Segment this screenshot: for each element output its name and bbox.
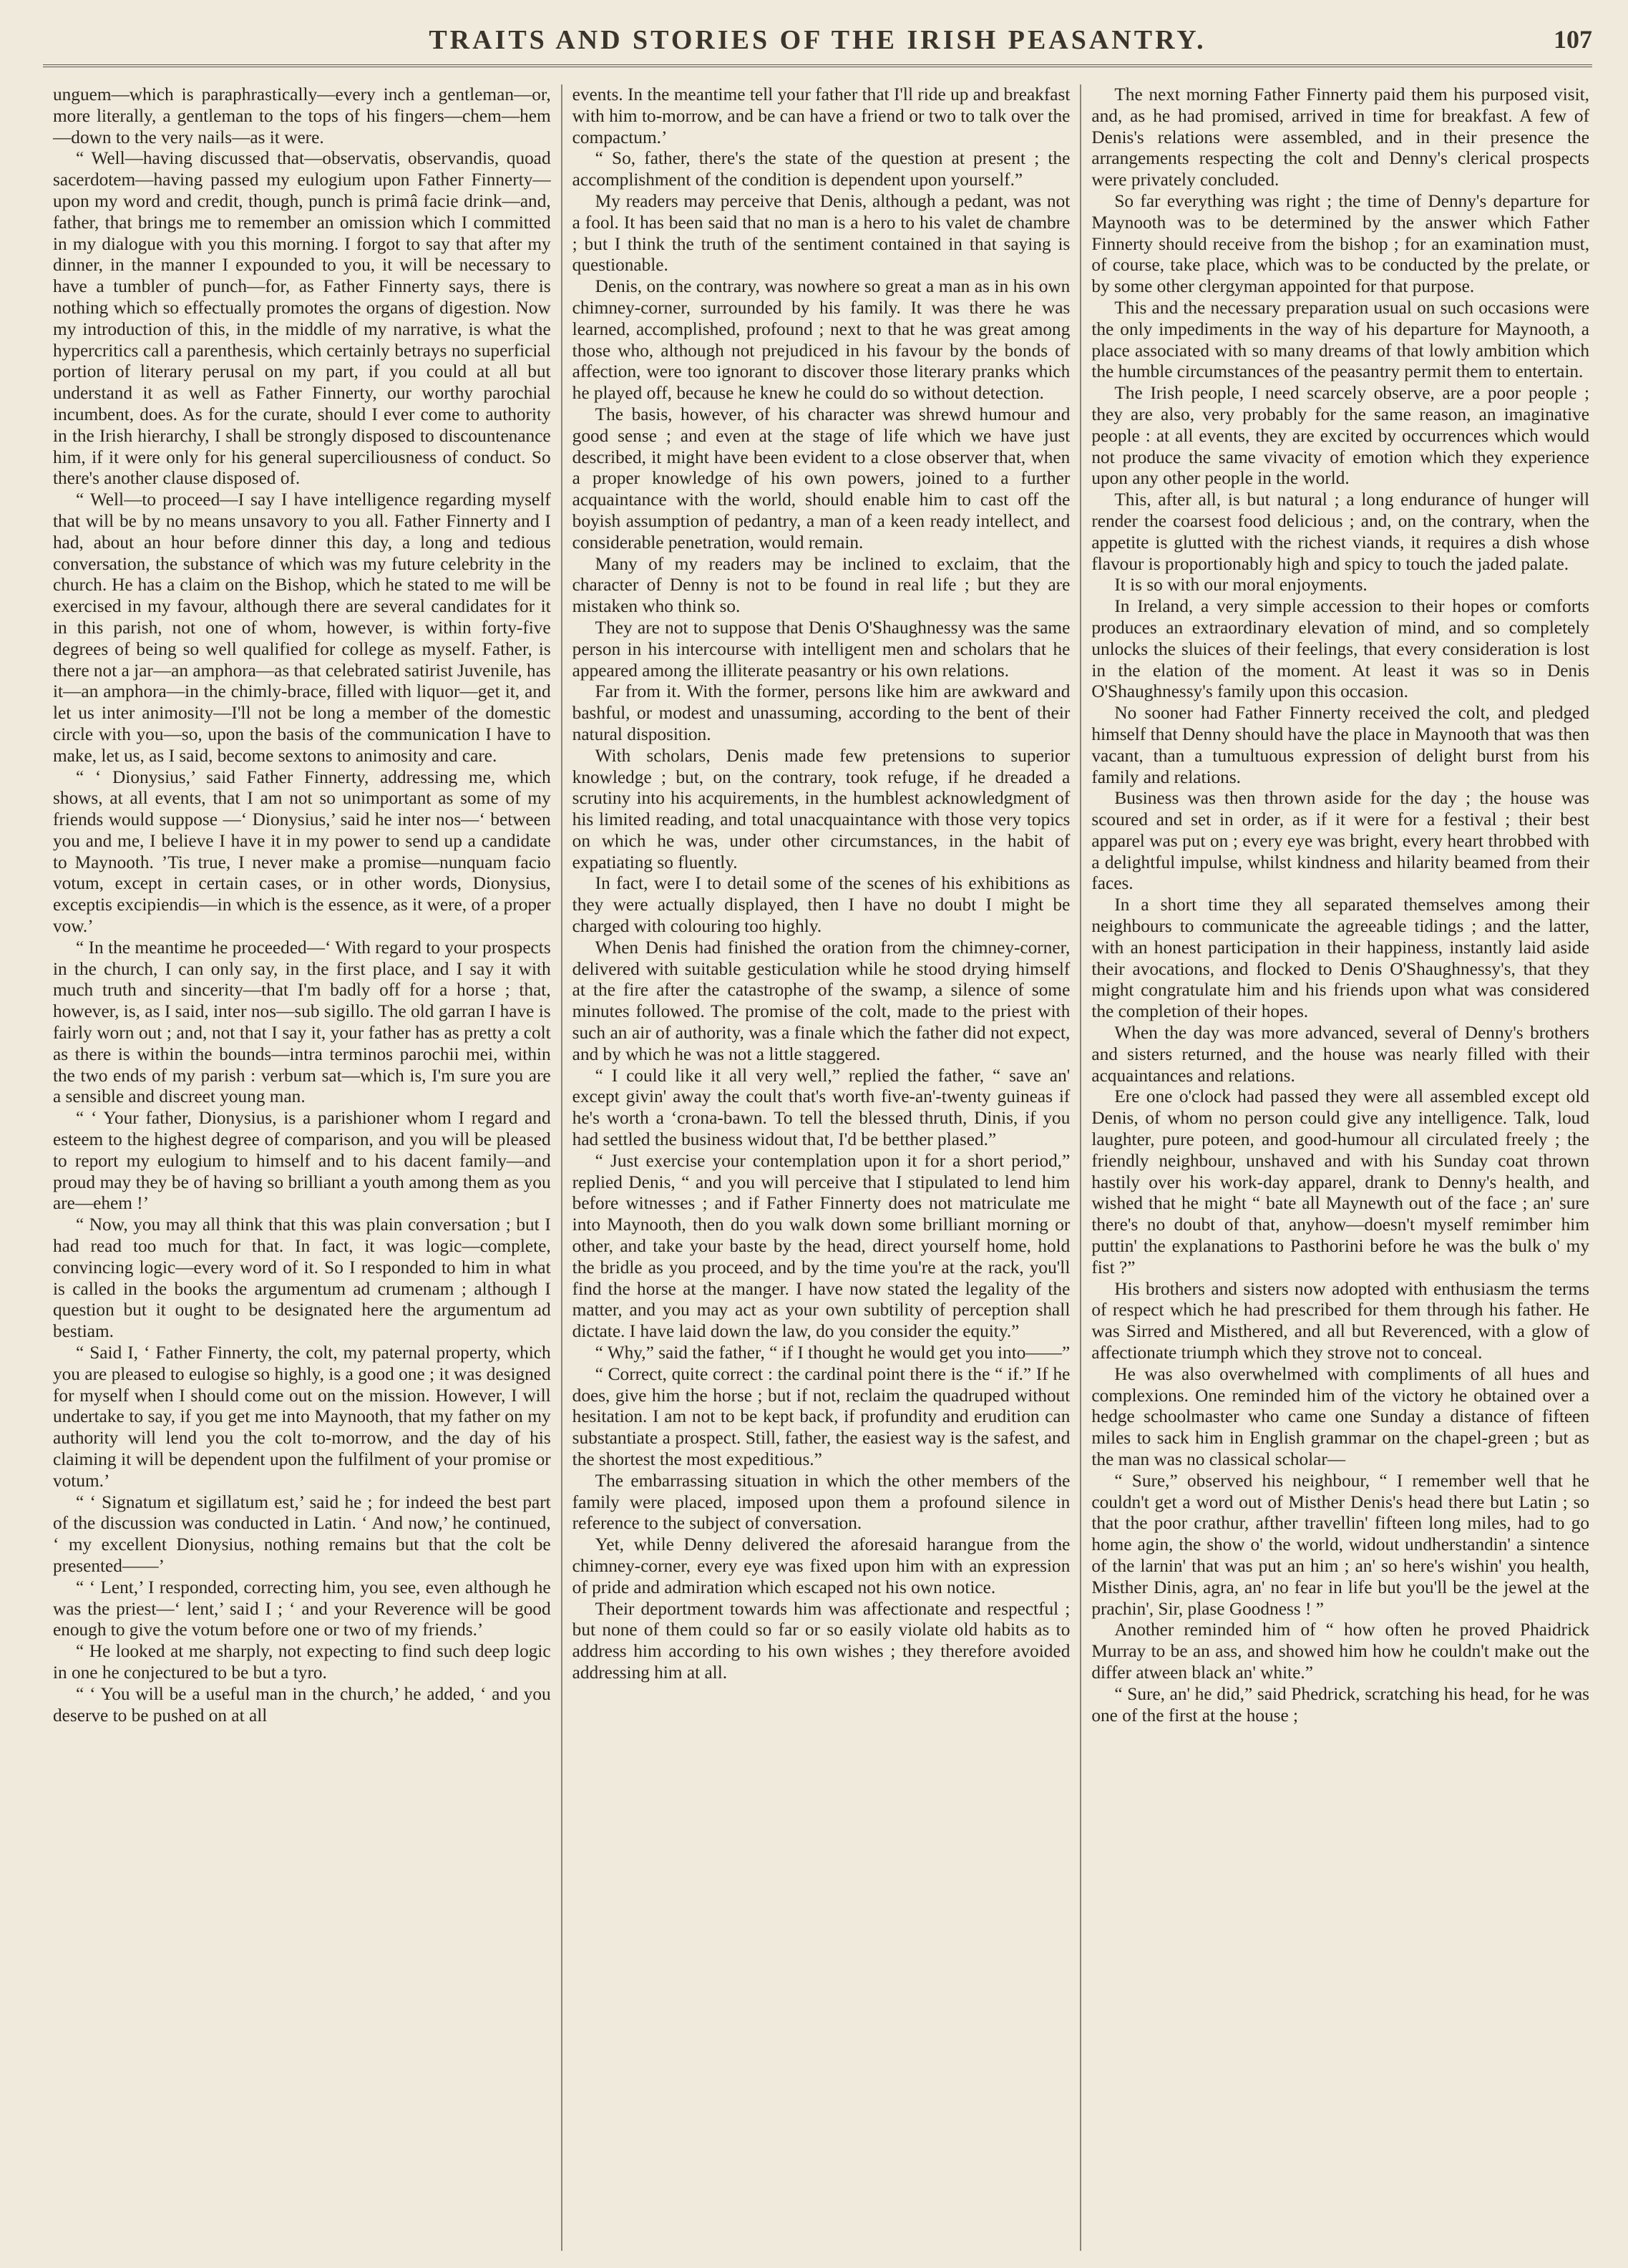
running-header xyxy=(43,21,1592,64)
paragraph: Yet, while Denny delivered the aforesaid harangue from the chimney-corner, every eye was fixed upon him with an expression of pride and admiration which escaped not his own notice. xyxy=(572,1534,1071,1597)
paragraph: “ Now, you may all think that this was plain conversation ; but I had read too much for that. In fact, it was logic—complete, convincing logic—every word of it. So I responded to him in what is called in the books the argumentum ad crumenam ; although I question but it ought to be designated here the argumentum ad bestiam. xyxy=(53,1215,551,1342)
paragraph: In Ireland, a very simple accession to their hopes or comforts produces an extraordinary elevation of mind, and so completely unlocks the sluices of their feelings, that every consideration is lost in the elation of the moment. At least it was so in Denis O'Shaughnessy's family upon this occasion. xyxy=(1091,596,1590,702)
paragraph: In a short time they all separated themselves among their neighbours to communicate the agreeable tidings ; and the latter, with an honest participation in their happiness, instantly laid aside their avocations, and flocked to Denis O'Shaughnessy's, that they might congratulate him and his friends upon what was considered the completion of their hopes. xyxy=(1091,895,1590,1022)
running-title: TRAITS AND STORIES OF THE IRISH PEASANTRY. xyxy=(429,25,1207,55)
paragraph: Many of my readers may be inclined to exclaim, that the character of Denny is not to be found in real life ; but they are mistaken who think so. xyxy=(572,553,1071,617)
paragraph: “ Well—to proceed—I say I have intelligence regarding myself that will be by no means unsavory to you all. Father Finnerty and I had, about an hour before dinner this day, a long and tedious conversation, the substance of which was my future celebrity in the church. He has a claim on the Bishop, which he stated to me will be exercised in my favour, although there are several candidates for it in this parish, not one of whom, however, is within forty-five degrees of being so well qualified for college as myself. Father, is there not a jar—an amphora—as that celebrated satirist Juvenile, has it—an amphora—in the chimly-brace, filled with liquor—get it, and let us inter animosity—I'll not be long a member of the domestic circle with you—so, upon the basis of the communication I have to make, let us, as I said, become sextons to animosity and care. xyxy=(53,490,551,766)
paragraph: The Irish people, I need scarcely observe, are a poor people ; they are also, very probably for the same reason, an imaginative people : at all events, they are excited by occurrences which would not produce the same vivacity of emotion which they experience upon any other people in the world. xyxy=(1091,383,1590,489)
paragraph: He was also overwhelmed with compliments of all hues and complexions. One reminded him of the victory he obtained over a hedge schoolmaster who came one Sunday a distance of fifteen miles to sack him in English grammar on the chapel-green ; but as the man was no classical scholar— xyxy=(1091,1363,1590,1469)
paragraph: “ I could like it all very well,” replied the father, “ save an' except givin' away the coult that's worth five-an'-twenty guineas if he's worth a ‘crona-bawn. To tell the blessed thruth, Dinis, if you had settled the business widout that, I'd be betther plased.” xyxy=(572,1065,1071,1150)
column-right xyxy=(1080,84,1599,2251)
paragraph: “ ‘ Lent,’ I responded, correcting him, you see, even although he was the priest—‘ lent,’ said I ; ‘ and your Reverence will be good enough to give the votum before one or two of my friends.’ xyxy=(53,1577,551,1640)
paragraph: Business was then thrown aside for the day ; the house was scoured and set in order, as if it were for a festival ; their best apparel was put on ; every eye was bright, every heart throbbed with a delightful impulse, whilst kindness and hilarity beamed from their faces. xyxy=(1091,788,1590,894)
paragraph: “ ‘ Your father, Dionysius, is a parishioner whom I regard and esteem to the highest degree of comparison, and you will be pleased to report my eulogium to himself and to his dacent family—and proud may they be of having so brilliant a youth among them as you are—ehem !’ xyxy=(53,1108,551,1214)
paragraph: Another reminded him of “ how often he proved Phaidrick Murray to be an ass, and showed him how he couldn't make out the differ atween black an' white.” xyxy=(1091,1620,1590,1683)
paragraph: When the day was more advanced, several of Denny's brothers and sisters returned, and the house was nearly filled with their acquaintances and relations. xyxy=(1091,1023,1590,1086)
paragraph: They are not to suppose that Denis O'Shaughnessy was the same person in his intercourse with intelligent men and scholars that he appeared among the illiterate peasantry or his own relations. xyxy=(572,617,1071,681)
paragraph: “ He looked at me sharply, not expecting to find such deep logic in one he conjectured to be but a tyro. xyxy=(53,1641,551,1683)
paragraph: “ In the meantime he proceeded—‘ With regard to your prospects in the church, I can only say, in the first place, and I say it with much truth and sincerity—that I'm badly off for a horse ; that, however, is, as I said, inter nos—sub sigillo. The old garran I have is fairly worn out ; and, not that I say it, your father has as pretty a colt as there is within the bounds—intra terminos parochii mei, within the two ends of my parish : verbum sat—which is, I'm sure you are a sensible and discreet young man. xyxy=(53,937,551,1107)
paragraph: The basis, however, of his character was shrewd humour and good sense ; and even at the stage of life which we have just described, it might have been evident to a close observer that, when a proper knowledge of his own powers, joined to a further acquaintance with the world, should enable him to cast off the boyish assumption of pedantry, a man of a keen ready intellect, and considerable penetration, would remain. xyxy=(572,404,1071,553)
paragraph: “ Sure, an' he did,” said Phedrick, scratching his head, for he was one of the first at the house ; xyxy=(1091,1683,1590,1726)
paragraph: No sooner had Father Finnerty received the colt, and pledged himself that Denny should have the place in Maynooth that was then vacant, than a tumultuous expression of delight burst from his family and relations. xyxy=(1091,703,1590,787)
paragraph: Denis, on the contrary, was nowhere so great a man as in his own chimney-corner, surrounded by his family. It was there he was learned, accomplished, profound ; next to that he was great among those who, although not prejudiced in his favour by the bonds of affection, were too ignorant to discover those literary pranks which he played off, because he knew he could do so without detection. xyxy=(572,276,1071,404)
column-left xyxy=(43,84,561,2251)
paragraph: unguem—which is paraphrastically—every inch a gentleman—or, more literally, a gentleman to the tops of his fingers—chem—hem—down to the very nails—as it were. xyxy=(53,84,551,147)
paragraph: This, after all, is but natural ; a long endurance of hunger will render the coarsest food delicious ; and, on the contrary, when the appetite is glutted with the richest viands, it requires a dish whose flavour is proportionably high and spicy to touch the jaded palate. xyxy=(1091,490,1590,574)
paragraph: “ Well—having discussed that—observatis, observandis, quoad sacerdotem—having passed my eulogium upon Father Finnerty—upon my word and credit, though, punch is primâ facie drink—and, father, that brings me to remember an omission which I committed in my dialogue with you this morning. I forgot to say that after my dinner, in the manner I expounded to you, it will be necessary to have a tumbler of punch—for, as Father Finnerty says, there is nothing which so effectually promotes the organs of digestion. Now my introduction of this, in the middle of my narrative, is what the hypercritics call a parenthesis, which certainly betrays no superficial portion of literary perusal on my part, if you could at all but understand it as well as Father Finnerty, our worthy parochial incumbent, does. As for the curate, should I ever come to authority in the Irish hierarchy, I shall be strongly disposed to discountenance him, if it were only for his general superciliousness of conduct. So there's another clause disposed of. xyxy=(53,148,551,489)
paragraph: Far from it. With the former, persons like him are awkward and bashful, or modest and unassuming, according to the bent of their natural disposition. xyxy=(572,681,1071,744)
paragraph: In fact, were I to detail some of the scenes of his exhibitions as they were actually displayed, then I have no doubt I might be charged with colouring too highly. xyxy=(572,873,1071,937)
paragraph: “ ‘ Dionysius,’ said Father Finnerty, addressing me, which shows, at all events, that I am not so unimportant as some of my friends would suppose —‘ Dionysius,’ said he inter nos—‘ between you and me, I believe I have it in my power to send up a candidate to Maynooth. ’Tis true, I never make a promise—nunquam facio votum, except in certain cases, or in other words, Dionysius, exceptis excipiendis—in which is the essence, as it were, of a proper vow.’ xyxy=(53,766,551,937)
column-middle xyxy=(561,84,1081,2251)
paragraph: “ Sure,” observed his neighbour, “ I remember well that he couldn't get a word out of Misther Denis's head there but Latin ; so that the poor crathur, afther travellin' fifteen long miles, had to go home agin, the show o' the world, widout undherstandin' a sintence of the larnin' that was put an him ; an' so here's wishin' you health, Misther Dinis, agra, an' no fear in life but you'll be the jewel at the prachin', Sir, plase Goodness ! ” xyxy=(1091,1470,1590,1619)
paragraph: This and the necessary preparation usual on such occasions were the only impediments in the way of his departure for Maynooth, a place associated with so many dreams of that lowly ambition which the humble circumstances of the peasantry permit them to entertain. xyxy=(1091,297,1590,382)
paragraph: “ Just exercise your contemplation upon it for a short period,” replied Denis, “ and you will perceive that I stipulated to lend him before witnesses ; and if Father Finnerty does not matriculate me into Maynooth, then do you walk down some brilliant morning or other, and take your baste by the head, direct yourself home, hold the bridle as you proceed, and by the time you're at the rack, you'll find the horse at the manger. I have now stated the legality of the matter, and you may act as your own subtility of perception shall dictate. I have laid down the law, do you consider the equity.” xyxy=(572,1150,1071,1342)
paragraph: Their deportment towards him was affectionate and respectful ; but none of them could so far or so easily violate old habits as to address him according to his own wishes ; they therefore avoided addressing him at all. xyxy=(572,1598,1071,1683)
paragraph: events. In the meantime tell your father that I'll ride up and breakfast with him to-morrow, and be can have a friend or two to talk over the compactum.’ xyxy=(572,84,1071,147)
paragraph: “ ‘ You will be a useful man in the church,’ he added, ‘ and you deserve to be pushed on at all xyxy=(53,1683,551,1726)
paragraph: With scholars, Denis made few pretensions to superior knowledge ; but, on the contrary, took refuge, if he dreaded a scrutiny into his acquirements, in the humblest acknowledgment of his limited reading, and total unacquaintance with those very topics on which he was, under other circumstances, in the habit of expatiating so fluently. xyxy=(572,745,1071,872)
paragraph: “ Said I, ‘ Father Finnerty, the colt, my paternal property, which you are pleased to eulogise so highly, is a good one ; it was designed for myself when I should come out on the mission. However, I will undertake to say, if you get me into Maynooth, that my father on my authority will lend you the colt to-morrow, and the day of his claiming it will be dependent upon the fulfilment of your promise or votum.’ xyxy=(53,1343,551,1491)
paragraph: His brothers and sisters now adopted with enthusiasm the terms of respect which he had prescribed for them through his father. He was Sirred and Misthered, and all but Reverenced, with a glow of affectionate triumph which they strove not to conceal. xyxy=(1091,1278,1590,1363)
paragraph: Ere one o'clock had passed they were all assembled except old Denis, of whom no person could give any intelligence. Talk, loud laughter, pure poteen, and good-humour all circulated freely ; the friendly neighbour, unshaved and with his Sunday coat thrown hastily over his work-day apparel, drank to Denny's health, and wished that he might “ bate all Maynewth out of the face ; an' sure there's no doubt of that, anyhow—doesn't myself remimber him puttin' the explanations to Pasthorini before he was the bulk o' my fist ?” xyxy=(1091,1086,1590,1277)
paragraph: The next morning Father Finnerty paid them his purposed visit, and, as he had promised, arrived in time for breakfast. A few of Denis's relations were assembled, and in their presence the arrangements respecting the colt and Denny's clerical prospects were privately concluded. xyxy=(1091,84,1590,190)
paragraph: “ So, father, there's the state of the question at present ; the accomplishment of the condition is dependent upon yourself.” xyxy=(572,148,1071,190)
paragraph: My readers may perceive that Denis, although a pedant, was not a fool. It has been said that no man is a hero to his valet de chambre ; but I think the truth of the sentiment contained in that saying is questionable. xyxy=(572,190,1071,276)
paragraph: It is so with our moral enjoyments. xyxy=(1114,575,1368,595)
paragraph: When Denis had finished the oration from the chimney-corner, delivered with suitable gesticulation while he stood drying himself at the fire after the catastrophe of the swamp, a silence of some minutes followed. The promise of the colt, made to the priest with such an air of authority, was a finale which the father did not expect, and by which he was not a little staggered. xyxy=(572,937,1071,1064)
paragraph: So far everything was right ; the time of Denny's departure for Maynooth was to be determined by the answer which Father Finnerty should receive from the bishop ; for an examination must, of course, take place, which was to be conducted by the prelate, or by some other clergyman appointed for that purpose. xyxy=(1091,190,1590,297)
paragraph: “ Correct, quite correct : the cardinal point there is the “ if.” If he does, give him the horse ; but if not, reclaim the quadruped without hesitation. I am not to be kept back, if profundity and erudition can substantiate a prospect. Still, father, the easiest way is the safest, and the shortest the most expeditious.” xyxy=(572,1363,1071,1469)
paragraph: The embarrassing situation in which the other members of the family were placed, imposed upon them a profound silence in reference to the subject of conversation. xyxy=(572,1470,1071,1534)
header-rule xyxy=(43,64,1592,67)
text-columns xyxy=(43,84,1599,2251)
page-number: 107 xyxy=(1554,25,1592,54)
paragraph: “ Why,” said the father, “ if I thought he would get you into——” xyxy=(595,1343,1071,1363)
paragraph: “ ‘ Signatum et sigillatum est,’ said he ; for indeed the best part of the discussion was conducted in Latin. ‘ And now,’ he continued, ‘ my excellent Dionysius, nothing remains but that the colt be presented——’ xyxy=(53,1491,551,1576)
